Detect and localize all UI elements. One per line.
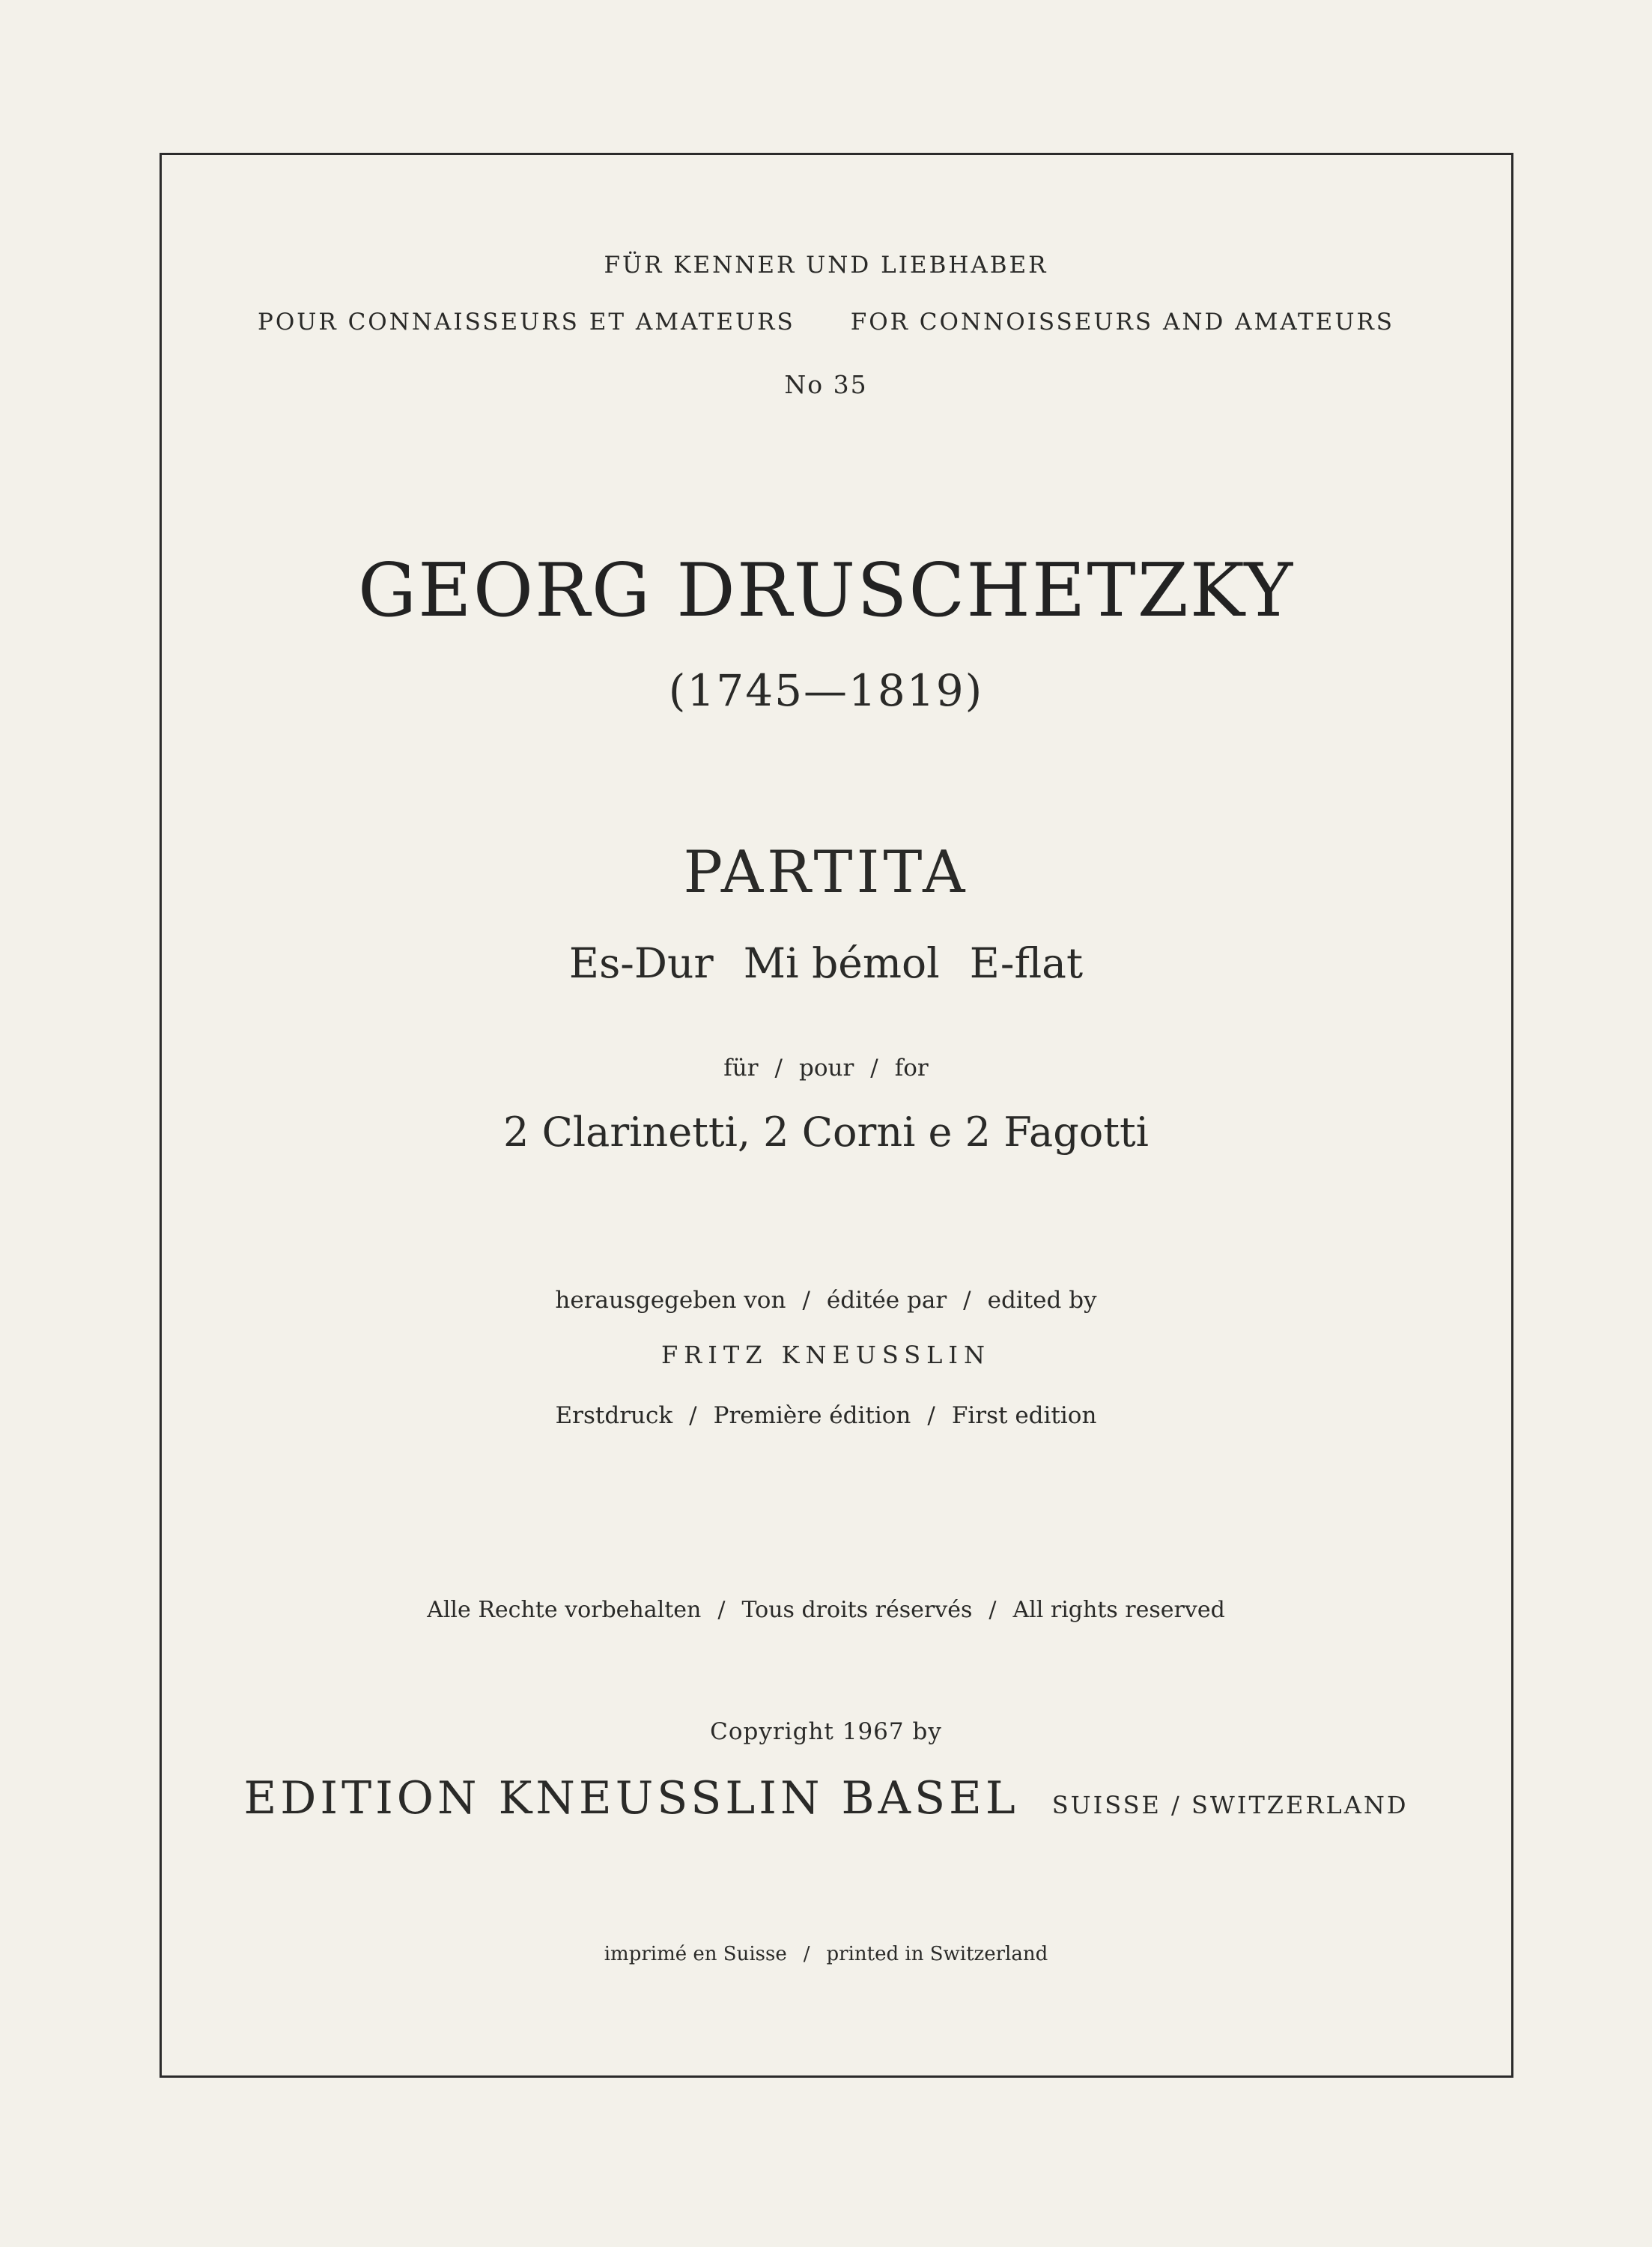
for-english: for <box>894 1055 929 1082</box>
printed-french: imprimé en Suisse <box>604 1943 787 1965</box>
separator: / <box>803 1943 810 1965</box>
copyright-notice: Copyright 1967 by <box>710 1718 942 1745</box>
rights-english: All rights reserved <box>1012 1597 1225 1623</box>
separator: / <box>989 1597 997 1623</box>
publisher-name: EDITION KNEUSSLIN BASEL <box>243 1772 1019 1825</box>
for-french: pour <box>799 1055 854 1082</box>
rights-row <box>0 1597 1652 1623</box>
separator: / <box>802 1287 810 1314</box>
separator: / <box>689 1402 697 1429</box>
rights-french: Tous droits réservés <box>741 1597 973 1623</box>
series-title-english: FOR CONNOISSEURS AND AMATEURS <box>850 309 1395 336</box>
instrumentation: 2 Clarinetti, 2 Corni e 2 Fagotti <box>503 1109 1149 1156</box>
composer-name: GEORG DRUSCHETZKY <box>357 548 1295 634</box>
key-english: E-flat <box>969 939 1084 987</box>
edited-by-french: éditée par <box>826 1287 947 1314</box>
printed-english: printed in Switzerland <box>826 1943 1048 1965</box>
editor-name: FRITZ KNEUSSLIN <box>661 1341 991 1369</box>
series-title-german: FÜR KENNER UND LIEBHABER <box>604 252 1048 279</box>
first-edition-english: First edition <box>951 1402 1097 1429</box>
first-edition-row <box>0 1402 1652 1429</box>
key-german: Es-Dur <box>568 939 714 987</box>
work-title: PARTITA <box>683 839 969 906</box>
edited-by-german: herausgegeben von <box>555 1287 786 1314</box>
for-row <box>0 1055 1652 1082</box>
rights-german: Alle Rechte vorbehalten <box>427 1597 702 1623</box>
separator: / <box>963 1287 971 1314</box>
separator: / <box>927 1402 935 1429</box>
for-german: für <box>723 1055 759 1082</box>
first-edition-french: Première édition <box>713 1402 911 1429</box>
edited-by-row <box>0 1287 1652 1314</box>
publisher-location: SUISSE / SWITZERLAND <box>1051 1791 1409 1819</box>
separator: / <box>717 1597 726 1623</box>
series-number: No 35 <box>784 370 868 399</box>
first-edition-german: Erstdruck <box>555 1402 673 1429</box>
edited-by-english: edited by <box>987 1287 1097 1314</box>
separator: / <box>870 1055 878 1082</box>
printed-in-row <box>0 1943 1652 1965</box>
composer-dates: (1745—1819) <box>668 665 984 716</box>
separator: / <box>774 1055 783 1082</box>
work-key-row <box>0 939 1652 987</box>
series-title-french: POUR CONNAISSEURS ET AMATEURS <box>257 309 795 336</box>
key-french: Mi bémol <box>743 939 940 987</box>
publisher-row <box>0 1772 1652 1825</box>
series-title-row <box>0 309 1652 336</box>
